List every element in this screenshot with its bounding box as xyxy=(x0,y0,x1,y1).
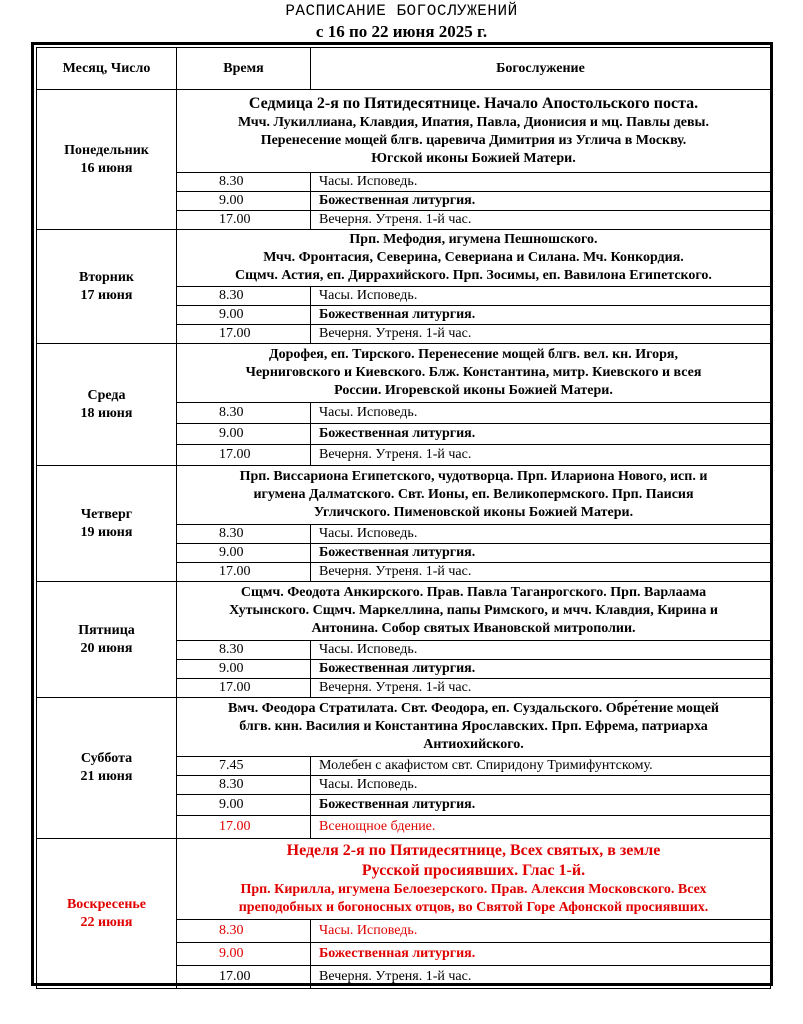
day-feast-row xyxy=(37,90,771,173)
service-time: 9.00 xyxy=(177,544,311,563)
service-text: Божественная литургия. xyxy=(311,306,771,325)
feast-line: Черниговского и Киевского. Блж. Константина, митр. Киевского и всея xyxy=(245,365,702,380)
service-text: Божественная литургия. xyxy=(311,192,771,211)
service-text: Часы. Исповедь. xyxy=(311,525,771,544)
service-time: 8.30 xyxy=(177,173,311,192)
feast-main-line: Русской просиявших. Глас 1-й. xyxy=(361,862,586,879)
feast-line: России. Игоревской иконы Божией Матери. xyxy=(334,383,613,398)
feast-line: Перенесение мощей блгв. царевича Димитрия из Углича в Москву. xyxy=(260,133,687,148)
date-label: 16 июня xyxy=(80,160,133,176)
service-time: 8.30 xyxy=(177,920,311,943)
feast-line: игумена Далматского. Свт. Ионы, еп. Великопермского. Прп. Паисия xyxy=(253,487,694,502)
weekday-label: Пятница xyxy=(78,622,135,638)
service-text: Вечерня. Утреня. 1-й час. xyxy=(311,966,771,989)
service-time: 9.00 xyxy=(177,795,311,816)
weekday-label: Четверг xyxy=(80,506,133,522)
service-time: 17.00 xyxy=(177,445,311,466)
service-text: Часы. Исповедь. xyxy=(311,641,771,660)
service-text: Божественная литургия. xyxy=(311,660,771,679)
service-text: Часы. Исповедь. xyxy=(311,173,771,192)
page-title: РАСПИСАНИЕ БОГОСЛУЖЕНИЙ xyxy=(285,2,518,20)
service-time: 17.00 xyxy=(177,563,311,582)
feast-cell xyxy=(177,230,771,287)
day-cell-tuesday xyxy=(37,230,177,344)
service-time: 9.00 xyxy=(177,424,311,445)
feast-line: блгв. кнн. Василия и Константина Ярославских. Прп. Ефрема, патриарха xyxy=(239,719,708,734)
service-text: Молебен с акафистом свт. Спиридону Тримифунтскому. xyxy=(311,757,771,776)
feast-line: Мчч. Фронтасия, Северина, Севериана и Силана. Мч. Конкордия. xyxy=(263,250,684,265)
day-cell-friday xyxy=(37,582,177,698)
date-label: 22 июня xyxy=(80,914,133,930)
feast-line: Прп. Виссариона Египетского, чудотворца. Прп. Илариона Нового, исп. и xyxy=(239,469,708,484)
page-subtitle: с 16 по 22 июня 2025 г. xyxy=(315,22,488,41)
service-text: Часы. Исповедь. xyxy=(311,287,771,306)
feast-line: Дорофея, еп. Тирского. Перенесение мощей блгв. вел. кн. Игоря, xyxy=(268,347,678,362)
service-text: Вечерня. Утреня. 1-й час. xyxy=(311,445,771,466)
schedule-table xyxy=(36,47,771,989)
feast-line: Сщмч. Астия, еп. Диррахийского. Прп. Зосимы, еп. Вавилона Египетского. xyxy=(235,268,712,283)
service-time: 8.30 xyxy=(177,776,311,795)
day-cell-thursday xyxy=(37,466,177,582)
feast-line: Сщмч. Феодота Анкирского. Прав. Павла Таганрогского. Прп. Варлаама xyxy=(240,585,707,600)
feast-line: Хутынского. Сщмч. Маркеллина, папы Римского, и мчч. Клавдия, Кирина и xyxy=(229,603,718,618)
service-time: 17.00 xyxy=(177,816,311,839)
service-time: 8.30 xyxy=(177,641,311,660)
service-text: Божественная литургия. xyxy=(311,943,771,966)
table-header-row xyxy=(37,48,771,90)
weekday-label: Вторник xyxy=(78,269,134,285)
feast-line: Прп. Кирилла, игумена Белоезерского. Прав. Алексия Московского. Всех xyxy=(240,882,707,897)
service-text: Божественная литургия. xyxy=(311,795,771,816)
feast-line: Мчч. Лукиллиана, Клавдия, Ипатия, Павла, Дионисия и мц. Павлы девы. xyxy=(238,115,709,130)
day-cell-monday xyxy=(37,90,177,230)
service-text: Всенощное бдение. xyxy=(311,816,771,839)
feast-line: Угличского. Пименовской иконы Божией Матери. xyxy=(313,505,634,520)
date-label: 19 июня xyxy=(80,524,133,540)
feast-line: преподобных и богоносных отцов, во Святой Горе Афонской просиявших. xyxy=(238,900,709,915)
service-time: 9.00 xyxy=(177,660,311,679)
header-time: Время xyxy=(177,48,311,90)
day-feast-row xyxy=(37,839,771,920)
date-label: 17 июня xyxy=(80,287,133,303)
header-month-date: Месяц, Число xyxy=(37,48,177,90)
service-text: Божественная литургия. xyxy=(311,544,771,563)
day-feast-row xyxy=(37,344,771,403)
service-time: 17.00 xyxy=(177,679,311,698)
service-time: 17.00 xyxy=(177,325,311,344)
service-text: Часы. Исповедь. xyxy=(311,776,771,795)
day-feast-row xyxy=(37,582,771,641)
day-feast-row xyxy=(37,230,771,287)
day-cell-saturday xyxy=(37,698,177,839)
service-text: Вечерня. Утреня. 1-й час. xyxy=(311,679,771,698)
service-time: 9.00 xyxy=(177,306,311,325)
service-time: 17.00 xyxy=(177,966,311,989)
service-time: 8.30 xyxy=(177,287,311,306)
weekday-label: Понедельник xyxy=(64,142,149,158)
feast-line: Антиохийского. xyxy=(423,737,524,752)
weekday-label: Воскресенье xyxy=(66,896,147,912)
feast-line: Антонина. Собор святых Ивановской митрополии. xyxy=(311,621,636,636)
feast-cell xyxy=(177,466,771,525)
day-feast-row xyxy=(37,698,771,757)
service-text: Божественная литургия. xyxy=(311,424,771,445)
service-text: Вечерня. Утреня. 1-й час. xyxy=(311,563,771,582)
weekday-label: Суббота xyxy=(80,751,133,766)
service-time: 8.30 xyxy=(177,403,311,424)
service-time: 9.00 xyxy=(177,943,311,966)
service-text: Вечерня. Утреня. 1-й час. xyxy=(311,211,771,230)
service-text: Вечерня. Утреня. 1-й час. xyxy=(311,325,771,344)
date-label: 20 июня xyxy=(80,640,133,656)
service-time: 17.00 xyxy=(177,211,311,230)
feast-line: Вмч. Феодора Стратилата. Свт. Феодора, еп. Суздальского. Обре́тение мощей xyxy=(228,701,719,716)
feast-line: Седмица 2-я по Пятидесятнице. Начало Апостольского поста. xyxy=(248,95,699,112)
service-time: 7.45 xyxy=(177,757,311,776)
date-label: 18 июня xyxy=(80,405,133,421)
day-cell-wednesday xyxy=(37,344,177,466)
feast-cell xyxy=(177,582,771,641)
feast-line: Югской иконы Божией Матери. xyxy=(371,151,576,166)
date-label: 21 июня xyxy=(80,769,133,784)
feast-cell xyxy=(177,839,771,920)
feast-main-line: Неделя 2-я по Пятидесятнице, Всех святых, в земле xyxy=(286,842,661,859)
feast-line: Прп. Мефодия, игумена Пешношского. xyxy=(349,232,598,247)
feast-cell xyxy=(177,698,771,757)
service-time: 9.00 xyxy=(177,192,311,211)
service-text: Часы. Исповедь. xyxy=(311,920,771,943)
day-feast-row xyxy=(37,466,771,525)
schedule-frame xyxy=(31,42,773,986)
feast-cell xyxy=(177,344,771,403)
service-time: 8.30 xyxy=(177,525,311,544)
day-cell-sunday xyxy=(37,839,177,989)
feast-cell xyxy=(177,90,771,173)
weekday-label: Среда xyxy=(87,387,126,403)
service-text: Часы. Исповедь. xyxy=(311,403,771,424)
header-service: Богослужение xyxy=(311,48,771,90)
